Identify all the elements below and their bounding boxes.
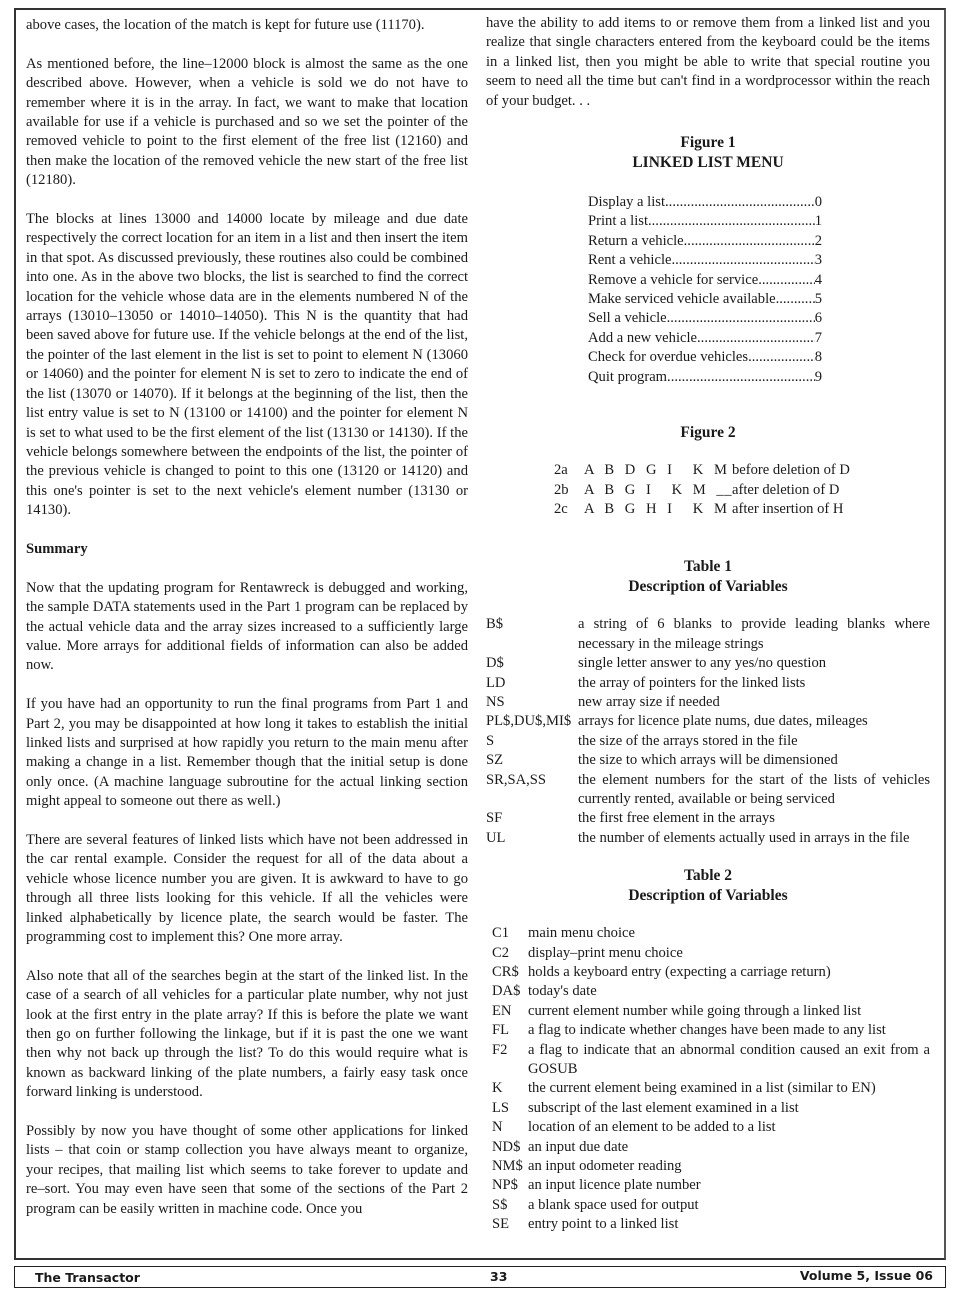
- sequence-row: 2c A B G H I K M after insertion of H: [554, 500, 844, 517]
- paragraph-line-12000: As mentioned before, the line–12000 block is almost the same as the one described above. However, when a vehicle is sold we do not have to remember where it is in the array. In fact, we want to make that location available for use if a vehicle is purchased and so we set the pointer of the removed vehicle to point to the first element of the free list (12160) and then make the location of the removed vehicle the new start of the free list (12180).: [26, 55, 468, 189]
- page-footer: [14, 1266, 946, 1288]
- variable-row: N location of an element to be added to a list: [492, 1119, 776, 1136]
- figure-1: [486, 133, 930, 387]
- summary-heading: Summary: [26, 540, 88, 557]
- menu-item: Rent a vehicle ..... 3: [588, 251, 822, 270]
- menu-item: Print a list ..... 1: [588, 212, 822, 231]
- variable-row: B$ a string of 6 blanks to provide leading blanks where necessary in the mileage strings: [486, 616, 930, 652]
- sequence-row: 2b A B G I K M __ after deletion of D: [554, 481, 840, 498]
- left-column: [26, 16, 468, 1219]
- variable-row: CR$ holds a keyboard entry (expecting a carriage return): [492, 964, 831, 980]
- table-2-variables: [486, 924, 930, 1235]
- paragraph-final-programs: If you have had an opportunity to run the final programs from Part 1 and Part 2, you may be disappointed at how long it takes to establish the initial linked lists and surprised at how rapidly you return to the main menu after making a change in a list. Remember though that the initial setup is done only once. (A machine language subroutine for the actual linking section might appeal to someone out there as well.): [26, 696, 468, 810]
- menu-item: Remove a vehicle for service ..... 4: [588, 271, 822, 290]
- variable-row: EN current element number while going through a linked list: [492, 1002, 862, 1019]
- menu-item: Quit program ..... 9: [588, 368, 822, 387]
- variable-row: NS new array size if needed: [486, 693, 720, 710]
- issue-label: Volume 5, Issue 06: [799, 1268, 933, 1283]
- menu-item: Sell a vehicle ..... 6: [588, 309, 822, 328]
- variable-row: D$ single letter answer to any yes/no question: [486, 655, 827, 672]
- figure-2-label: Figure 2: [680, 424, 736, 442]
- table-1-label: Table 1: [683, 558, 733, 576]
- paragraph-applications: Possibly by now you have thought of some other applications for linked lists – that coin or stamp collection you have always meant to organize, your recipes, that mailing list which seems to take forever to update and re–sort. You may even have seen that some of the sections of the Part 2 program can be easily written in machine code. Once you: [26, 1123, 468, 1217]
- page-number: 33: [490, 1269, 508, 1284]
- menu-item: Add a new vehicle ..... 7: [588, 329, 822, 348]
- variable-row: ND$ an input due date: [492, 1138, 629, 1155]
- menu-item: Make serviced vehicle available ..... 5: [588, 290, 822, 309]
- paragraph-features: There are several features of linked lists which have not been addressed in the car rental example. Consider the request for all of the data about a vehicle whose licence number you are given. It is awkward to have to go through all three lists looking for this vehicle. If all the vehicles were linked alphabetically by licence plate, the search would be faster. The programming cost to implement this? One more array.: [26, 831, 468, 945]
- variable-row: UL the number of elements actually used in arrays in the file: [486, 829, 910, 846]
- menu-item: Return a vehicle ..... 2: [588, 232, 822, 251]
- table-2-title: Description of Variables: [628, 887, 788, 905]
- paragraph-searches: Also note that all of the searches begin at the start of the linked list. In the case of a search of all vehicles for a particular plate number, why not just look at the first entry in the plate array? If this is before the plate we want then go on further following the linkage, but if it is past the one we want then why not back up through the list? To do this would require what is known as backward linking of the plate numbers, a fairly easy task once forward linking is understood.: [26, 967, 468, 1101]
- menu-item: Check for overdue vehicles ..... 8: [588, 348, 822, 367]
- variable-row: DA$ today's date: [492, 983, 597, 1000]
- variable-row: FL a flag to indicate whether changes have been made to any list: [492, 1022, 886, 1039]
- table-1: [486, 557, 930, 848]
- right-column: [486, 14, 930, 1235]
- paragraph-continuation: have the ability to add items to or remove them from a linked list and you realize that single characters entered from the keyboard could be the items in a linked list, then you might be able to write that special routine you seem to need all the time but can't find in a wordprocessor within the reach of your budget. . .: [486, 15, 930, 109]
- figure-1-label: Figure 1: [680, 134, 736, 152]
- variable-row: PL$,DU$,MI$ arrays for licence plate nums, due dates, mileages: [486, 713, 868, 730]
- variable-row: SF the first free element in the arrays: [486, 810, 775, 827]
- variable-row: NM$ an input odometer reading: [492, 1158, 682, 1175]
- variable-row: S the size of the arrays stored in the file: [486, 732, 798, 749]
- figure-1-title: LINKED LIST MENU: [632, 154, 784, 172]
- magazine-name: The Transactor: [35, 1270, 140, 1285]
- paragraph-match-location: above cases, the location of the match is kept for future use (11170).: [26, 17, 425, 33]
- variable-row: LS subscript of the last element examined in a list: [492, 1099, 799, 1116]
- variable-row: F2 a flag to indicate that an abnormal condition caused an exit from a GOSUB: [492, 1041, 930, 1078]
- variable-row: LD the array of pointers for the linked lists: [486, 674, 806, 691]
- variable-row: SE entry point to a linked list: [492, 1216, 679, 1233]
- variable-row: S$ a blank space used for output: [492, 1196, 699, 1213]
- table-1-variables: [486, 615, 930, 848]
- variable-row: C2 display–print menu choice: [492, 944, 683, 961]
- variable-row: SZ the size to which arrays will be dimensioned: [486, 752, 838, 769]
- table-1-title: Description of Variables: [628, 578, 788, 596]
- figure-2-sequences: [554, 461, 930, 519]
- table-2-label: Table 2: [683, 867, 733, 885]
- menu-item: Display a list ..... 0: [588, 193, 822, 212]
- variable-row: C1 main menu choice: [492, 925, 635, 942]
- linked-list-menu: [588, 193, 822, 387]
- figure-2: [486, 423, 930, 519]
- paragraph-blocks-13000-14000: The blocks at lines 13000 and 14000 locate by mileage and due date respectively the correct location for an item in a list and then insert the item in that spot. As discussed previously, these routines also could be combined into one. As in the above two blocks, the list is searched to find the correct location for the vehicle whose data are in the elements numbered N of the arrays (13010–13050 or 14010–14050). This N is the quantity that had been saved above for future use. If the vehicle belongs at the end of the list, the pointer of the last element in the list is set to point to element N (13060 or 14060) and the pointer for element N is set to zero to indicate the end of the list (13070 or 14070). If it belongs at the beginning of the list, then the list entry value is set to N (13100 or 14100) and the pointer for element N is set to what used to be the first element of the list (13130 or 14130). If the vehicle belongs somewhere between the endpoints of the list, the pointer of the previous vehicle is changed to point to this one (13120 or 14120) and this one's pointer is set to the next vehicle's element number (13130 or 14130).: [26, 211, 468, 519]
- variable-row: K the current element being examined in a list (similar to EN): [492, 1080, 876, 1097]
- variable-row: NP$ an input licence plate number: [492, 1177, 701, 1194]
- paragraph-summary-rentawreck: Now that the updating program for Rentawreck is debugged and working, the sample DATA statements used in the Part 1 program can be replaced by the actual vehicle data and the array sizes increased to a sufficiently large value. More arrays for additional fields of information can also be added now.: [26, 579, 468, 674]
- sequence-row: 2a A B D G I K M before deletion of D: [554, 462, 850, 479]
- variable-row: SR,SA,SS the element numbers for the start of the lists of vehicles currently rented, available or being serviced: [486, 771, 930, 807]
- table-2: [486, 866, 930, 1235]
